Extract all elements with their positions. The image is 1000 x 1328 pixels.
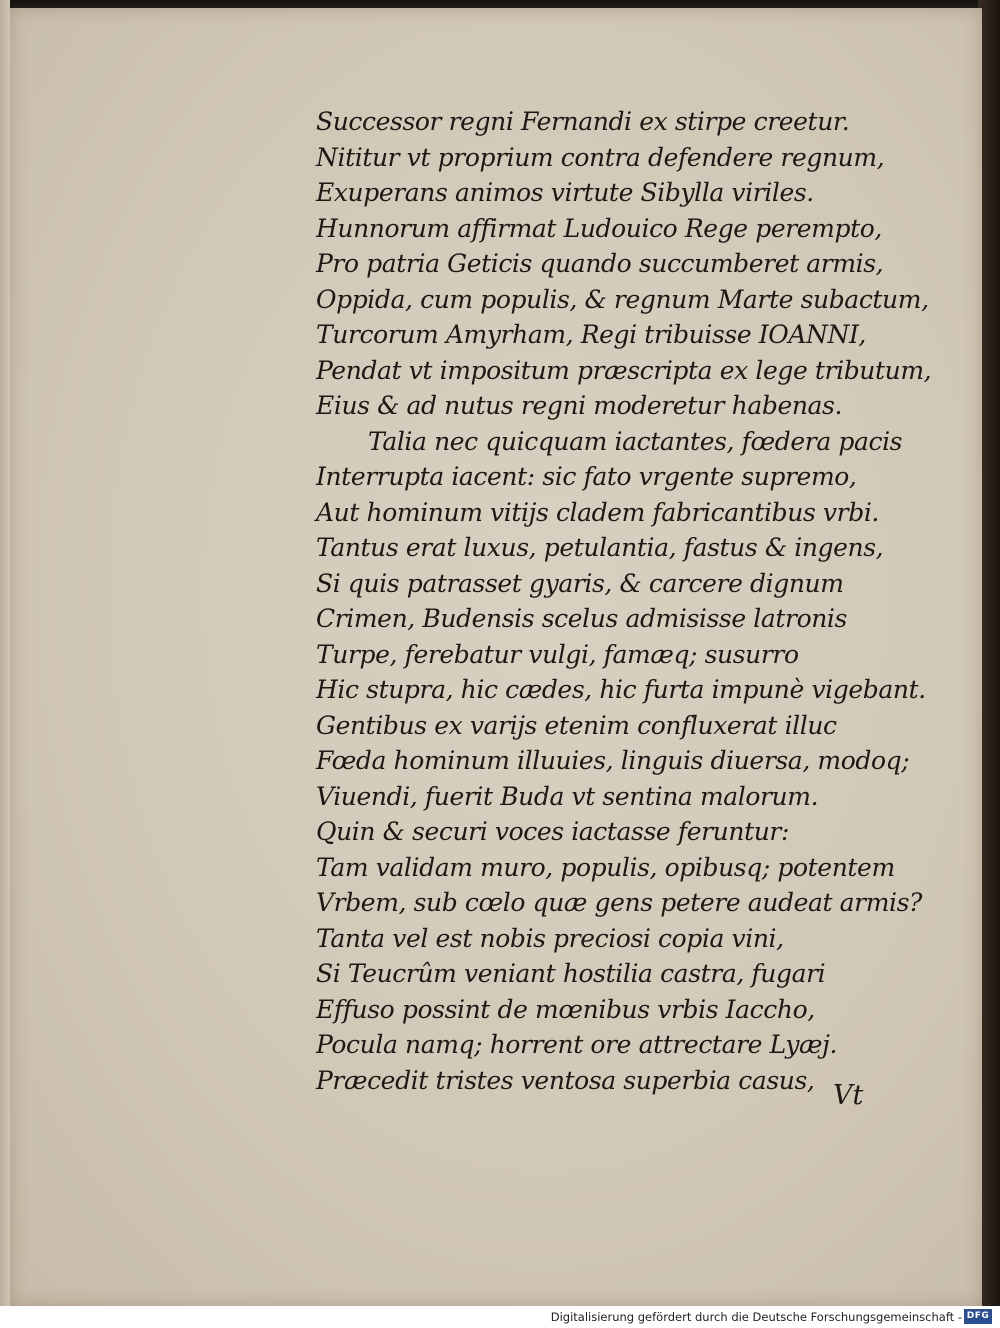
verse-line: Tanta vel est nobis preciosi copia vini, [316, 923, 784, 953]
verse-line: Quin & securi voces iactasse feruntur: [316, 817, 789, 846]
verse-line: Hunnorum affirmat Ludouico Rege perempto, [316, 213, 882, 243]
verse-line: Viuendi, fuerit Buda vt sentina malorum. [316, 781, 819, 811]
funding-credit: Digitalisierung gefördert durch die Deutsche Forschungsgemeinschaft - [550, 1310, 962, 1324]
verse-line: Præcedit tristes ventosa superbia casus, [316, 1065, 815, 1095]
verse-line: Oppida, cum populis, & regnum Marte subactum, [316, 284, 929, 314]
verse-line: Tam validam muro, populis, opibusq; potentem [316, 852, 895, 882]
verse-line: Turcorum Amyrham, Regi tribuisse IOANNI, [316, 320, 866, 349]
verse-line: Tantus erat luxus, petulantia, fastus & ingens, [316, 533, 884, 562]
verse-line: Talia nec quicquam iactantes, fœdera pacis [368, 426, 903, 456]
digitization-footer [0, 1306, 1000, 1328]
verse-line: Pro patria Geticis quando succumberet armis, [316, 249, 884, 278]
verse-line: Successor regni Fernandi ex stirpe creetur. [316, 107, 850, 136]
verse-line: Hic stupra, hic cædes, hic furta impunè vigebant. [316, 675, 926, 704]
dfg-logo-icon: DFG [964, 1309, 992, 1324]
verse-line: Fœda hominum illuuies, linguis diuersa, modoq; [316, 746, 910, 775]
verse-line: Exuperans animos virtute Sibylla viriles. [316, 178, 814, 207]
poem-text [316, 104, 932, 1098]
verse-line: Eius & ad nutus regni moderetur habenas. [316, 391, 843, 420]
verse-line: Turpe, ferebatur vulgi, famæq; susurro [316, 639, 799, 669]
verse-line: Pendat vt impositum præscripta ex lege tributum, [316, 355, 932, 385]
verse-line: Nititur vt proprium contra defendere regnum, [316, 142, 885, 172]
verse-line: Si Teucrûm veniant hostilia castra, fugari [316, 959, 826, 988]
verse-line: Aut hominum vitijs cladem fabricantibus vrbi. [316, 497, 879, 527]
catchword: Vt [833, 1080, 864, 1111]
verse-line: Si quis patrasset gyaris, & carcere dignum [316, 568, 844, 598]
verse-line: Pocula namq; horrent ore attrectare Lyæj. [316, 1030, 838, 1059]
verse-line: Crimen, Budensis scelus admisisse latronis [316, 604, 847, 633]
page-edge [0, 0, 10, 1306]
verse-line: Effuso possint de mœnibus vrbis Iaccho, [316, 994, 815, 1024]
verse-line: Gentibus ex varijs etenim confluxerat illuc [316, 710, 837, 740]
verse-line: Vrbem, sub cœlo quæ gens petere audeat armis? [316, 888, 923, 917]
verse-line: Interrupta iacent: sic fato vrgente supremo, [316, 462, 857, 491]
